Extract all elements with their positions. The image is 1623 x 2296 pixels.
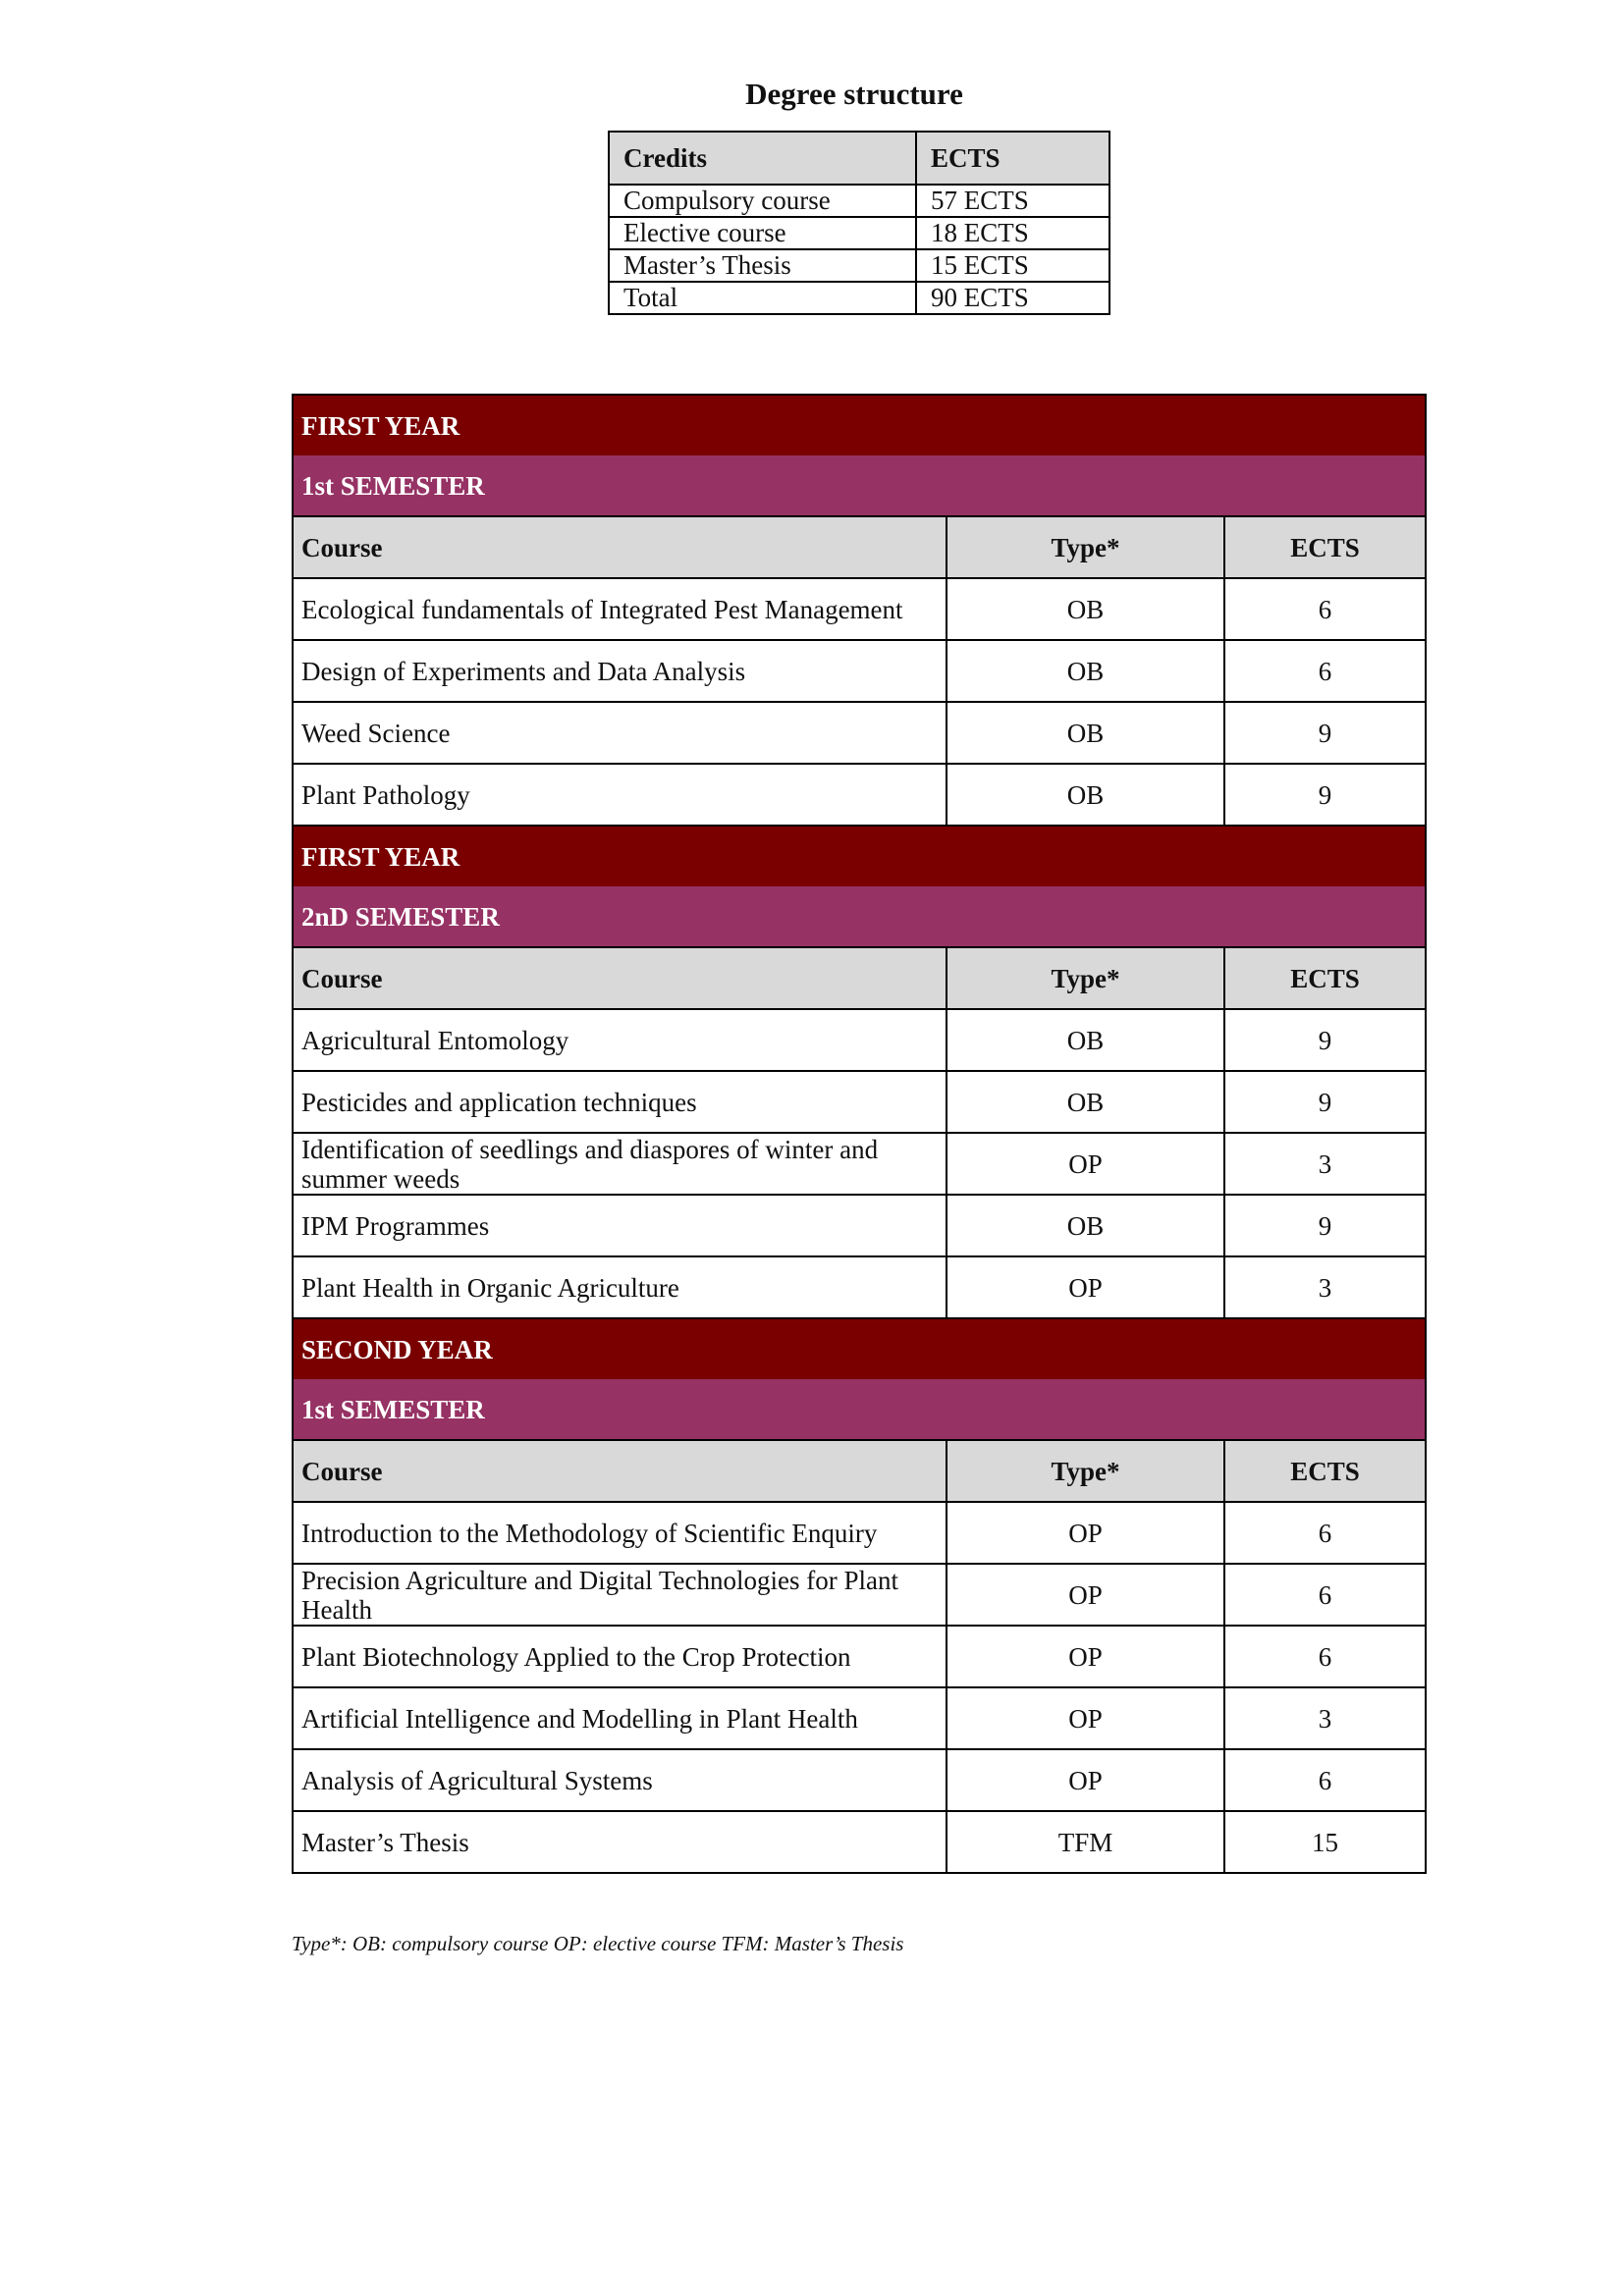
course-type: TFM bbox=[947, 1811, 1224, 1873]
course-type: OB bbox=[947, 1009, 1224, 1071]
column-header-ects: ECTS bbox=[1224, 516, 1426, 578]
course-ects: 15 bbox=[1224, 1811, 1426, 1873]
course-name: Artificial Intelligence and Modelling in Plant Health bbox=[293, 1687, 947, 1749]
column-header-row bbox=[293, 516, 1426, 578]
credits-header-row bbox=[609, 132, 1109, 185]
course-name: Ecological fundamentals of Integrated Pest Management bbox=[293, 578, 947, 640]
course-ects: 3 bbox=[1224, 1133, 1426, 1195]
course-ects: 3 bbox=[1224, 1687, 1426, 1749]
course-type: OB bbox=[947, 578, 1224, 640]
course-row bbox=[293, 1749, 1426, 1811]
course-name: Analysis of Agricultural Systems bbox=[293, 1749, 947, 1811]
column-header-type: Type* bbox=[947, 1440, 1224, 1502]
column-header-ects: ECTS bbox=[1224, 1440, 1426, 1502]
course-name: Plant Pathology bbox=[293, 764, 947, 826]
course-ects: 6 bbox=[1224, 578, 1426, 640]
course-row bbox=[293, 764, 1426, 826]
column-header-row bbox=[293, 947, 1426, 1009]
column-header-course: Course bbox=[293, 1440, 947, 1502]
credits-header-label: Credits bbox=[609, 132, 916, 185]
course-ects: 9 bbox=[1224, 1071, 1426, 1133]
course-type: OB bbox=[947, 1071, 1224, 1133]
course-type: OP bbox=[947, 1256, 1224, 1318]
course-type: OP bbox=[947, 1564, 1224, 1626]
type-legend: Type*: OB: compulsory course OP: elective course TFM: Master’s Thesis bbox=[292, 1932, 904, 1955]
course-name: Identification of seedlings and diaspores of winter and summer weeds bbox=[293, 1133, 947, 1195]
year-label: SECOND YEAR bbox=[293, 1318, 1426, 1379]
course-name: Design of Experiments and Data Analysis bbox=[293, 640, 947, 702]
course-name: Pesticides and application techniques bbox=[293, 1071, 947, 1133]
course-name: Introduction to the Methodology of Scientific Enquiry bbox=[293, 1502, 947, 1564]
course-name: Agricultural Entomology bbox=[293, 1009, 947, 1071]
course-name: Plant Health in Organic Agriculture bbox=[293, 1256, 947, 1318]
column-header-type: Type* bbox=[947, 516, 1224, 578]
course-type: OP bbox=[947, 1749, 1224, 1811]
column-header-course: Course bbox=[293, 516, 947, 578]
course-type: OP bbox=[947, 1133, 1224, 1195]
credits-row bbox=[609, 217, 1109, 249]
course-row bbox=[293, 1256, 1426, 1318]
year-header-row bbox=[293, 395, 1426, 455]
credits-row-label: Master’s Thesis bbox=[609, 249, 916, 282]
course-type: OB bbox=[947, 1195, 1224, 1256]
course-ects: 9 bbox=[1224, 702, 1426, 764]
credits-row-ects: 18 ECTS bbox=[916, 217, 1109, 249]
course-type: OP bbox=[947, 1626, 1224, 1687]
course-ects: 3 bbox=[1224, 1256, 1426, 1318]
course-ects: 6 bbox=[1224, 1626, 1426, 1687]
course-type: OP bbox=[947, 1687, 1224, 1749]
column-header-row bbox=[293, 1440, 1426, 1502]
course-ects: 6 bbox=[1224, 640, 1426, 702]
course-type: OB bbox=[947, 702, 1224, 764]
course-type: OB bbox=[947, 764, 1224, 826]
course-name: Precision Agriculture and Digital Technologies for Plant Health bbox=[293, 1564, 947, 1626]
semester-header-row bbox=[293, 1379, 1426, 1440]
course-ects: 9 bbox=[1224, 764, 1426, 826]
year-label: FIRST YEAR bbox=[293, 395, 1426, 455]
credits-row-ects: 57 ECTS bbox=[916, 185, 1109, 217]
semester-label: 1st SEMESTER bbox=[293, 455, 1426, 516]
course-ects: 9 bbox=[1224, 1009, 1426, 1071]
semester-label: 2nD SEMESTER bbox=[293, 886, 1426, 947]
credits-row bbox=[609, 249, 1109, 282]
credits-row-ects: 90 ECTS bbox=[916, 282, 1109, 314]
course-ects: 6 bbox=[1224, 1564, 1426, 1626]
credits-row-label: Compulsory course bbox=[609, 185, 916, 217]
credits-row bbox=[609, 282, 1109, 314]
year-label: FIRST YEAR bbox=[293, 826, 1426, 886]
course-ects: 6 bbox=[1224, 1502, 1426, 1564]
course-row bbox=[293, 1811, 1426, 1873]
course-row bbox=[293, 1687, 1426, 1749]
course-name: Weed Science bbox=[293, 702, 947, 764]
credits-summary-table bbox=[608, 131, 1110, 315]
course-row bbox=[293, 578, 1426, 640]
credits-row-label: Total bbox=[609, 282, 916, 314]
course-row bbox=[293, 640, 1426, 702]
course-type: OP bbox=[947, 1502, 1224, 1564]
credits-row-ects: 15 ECTS bbox=[916, 249, 1109, 282]
credits-header-ects: ECTS bbox=[916, 132, 1109, 185]
course-plan-table bbox=[292, 394, 1427, 1874]
column-header-type: Type* bbox=[947, 947, 1224, 1009]
semester-label: 1st SEMESTER bbox=[293, 1379, 1426, 1440]
course-row bbox=[293, 1564, 1426, 1626]
course-row bbox=[293, 1195, 1426, 1256]
year-header-row bbox=[293, 826, 1426, 886]
credits-row-label: Elective course bbox=[609, 217, 916, 249]
course-type: OB bbox=[947, 640, 1224, 702]
course-row bbox=[293, 1071, 1426, 1133]
page-title: Degree structure bbox=[745, 77, 963, 111]
credits-row bbox=[609, 185, 1109, 217]
course-ects: 9 bbox=[1224, 1195, 1426, 1256]
course-row bbox=[293, 702, 1426, 764]
column-header-ects: ECTS bbox=[1224, 947, 1426, 1009]
course-name: IPM Programmes bbox=[293, 1195, 947, 1256]
semester-header-row bbox=[293, 886, 1426, 947]
semester-header-row bbox=[293, 455, 1426, 516]
year-header-row bbox=[293, 1318, 1426, 1379]
course-ects: 6 bbox=[1224, 1749, 1426, 1811]
course-name: Plant Biotechnology Applied to the Crop Protection bbox=[293, 1626, 947, 1687]
course-row bbox=[293, 1626, 1426, 1687]
course-row bbox=[293, 1009, 1426, 1071]
course-plan-body bbox=[293, 395, 1426, 1873]
course-row bbox=[293, 1502, 1426, 1564]
course-row bbox=[293, 1133, 1426, 1195]
column-header-course: Course bbox=[293, 947, 947, 1009]
course-name: Master’s Thesis bbox=[293, 1811, 947, 1873]
